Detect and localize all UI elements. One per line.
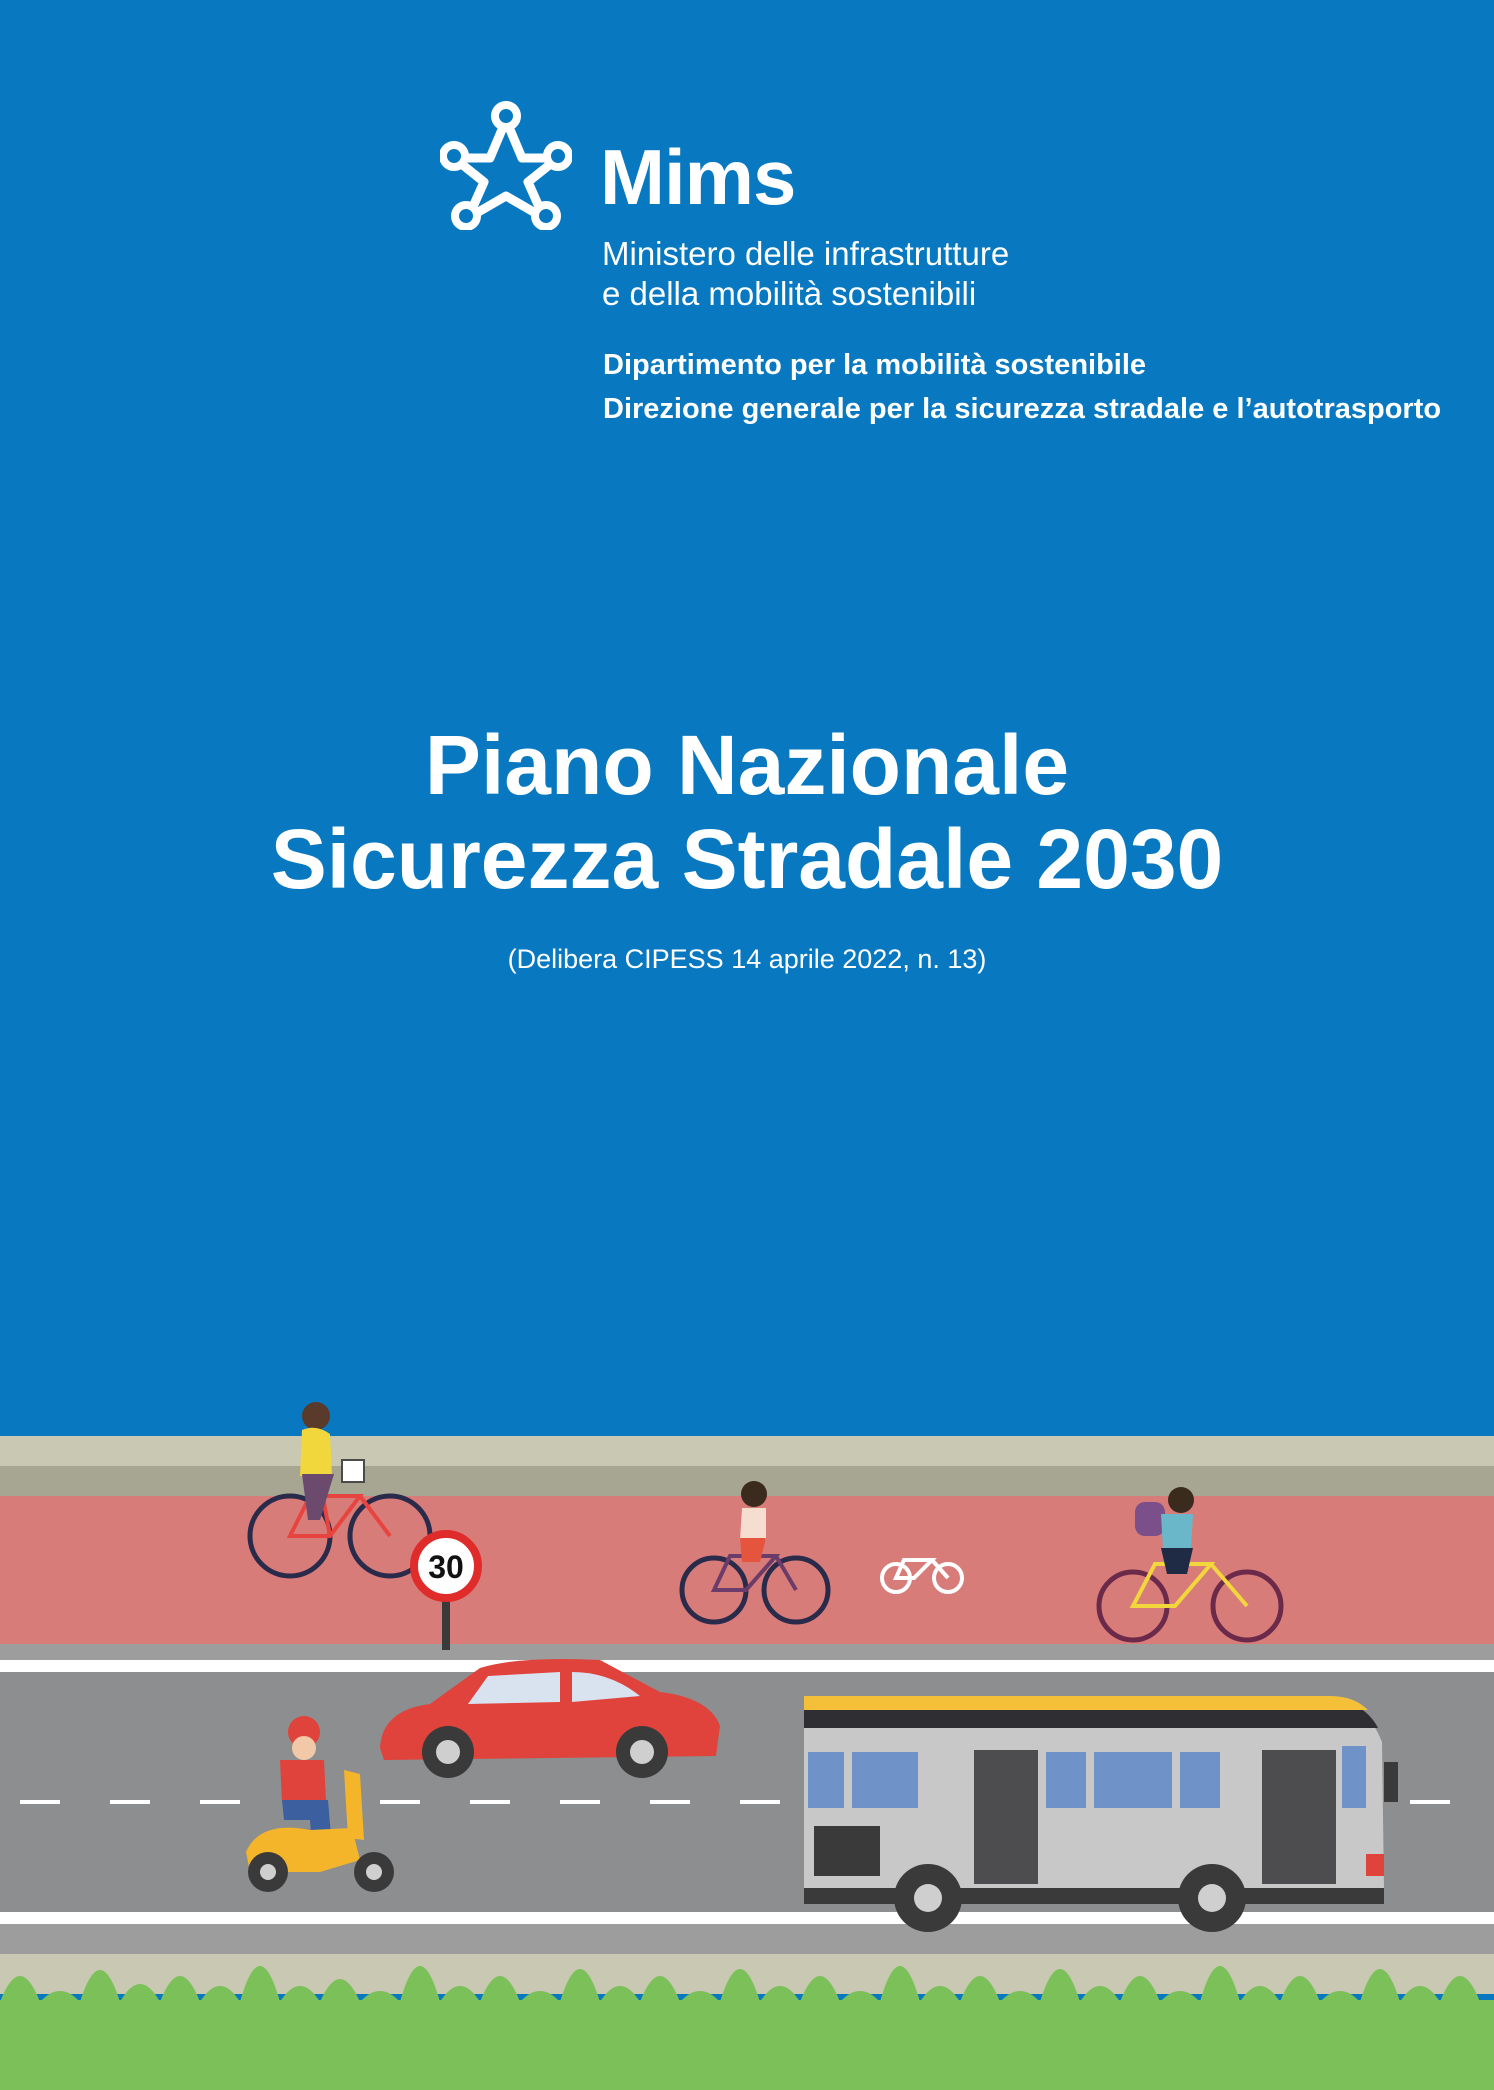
department-line-1: Dipartimento per la mobilità sostenibile: [603, 349, 1147, 381]
ministry-line-1: Ministero delle infrastrutture: [602, 235, 1010, 272]
road-line-top: [0, 1660, 1494, 1672]
ministry-line-2: e della mobilità sostenibili: [602, 275, 977, 312]
department-line-2: Direzione generale per la sicurezza stradale e l’autotrasporto: [603, 393, 1442, 425]
mims-logo-icon: [440, 100, 572, 230]
department-block: [603, 343, 1441, 431]
speed-limit-value: 30: [428, 1549, 464, 1585]
bike-lane-curb: [0, 1644, 1494, 1660]
ministry-name: [602, 234, 1009, 314]
title-line-2: Sicurezza Stradale 2030: [270, 812, 1224, 906]
bus: [804, 1696, 1398, 1932]
sidewalk-bottom: [0, 1924, 1494, 1954]
sidewalk: [0, 1436, 1494, 1466]
title-line-1: Piano Nazionale: [424, 718, 1070, 812]
street-illustration: [0, 1390, 1494, 2090]
document-title: [0, 718, 1494, 906]
road-line-bottom: [0, 1912, 1494, 1924]
brand-name: Mims: [600, 133, 796, 221]
document-subtitle: (Delibera CIPESS 14 aprile 2022, n. 13): [507, 944, 987, 974]
